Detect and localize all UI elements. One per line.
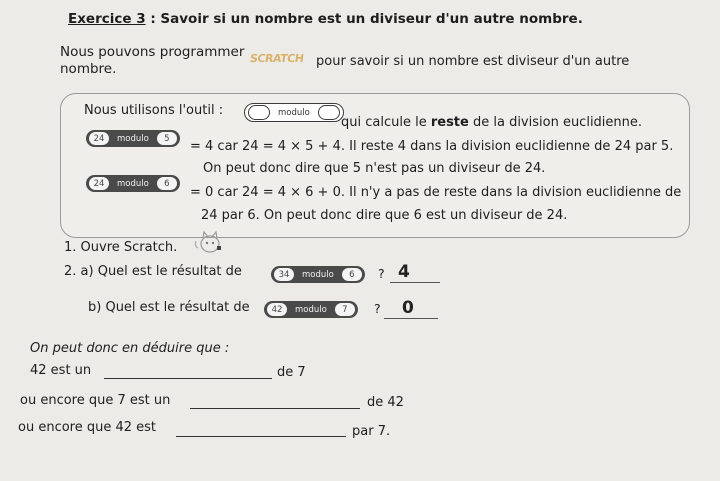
scratch-cat-icon <box>192 228 226 256</box>
block-input-left <box>248 105 270 120</box>
deduction-line-3-blank <box>176 436 346 437</box>
example2-line-1: = 0 car 24 = 4 × 6 + 0. Il n'y a pas de reste dans la division euclidienne de <box>190 185 682 200</box>
block-operator: modulo <box>117 178 149 189</box>
block-operator: modulo <box>302 269 334 280</box>
question-2b-mark: ? <box>374 301 381 316</box>
block-operator: modulo <box>295 304 327 315</box>
example2-line-2: 24 par 6. On peut donc dire que 6 est un diviseur de 24. <box>201 208 568 223</box>
deduction-line-1-end: de 7 <box>277 365 306 380</box>
question-2b-answer: 0 <box>402 298 414 318</box>
intro-line-1 <box>60 44 244 60</box>
deduction-line-2-start: ou encore que 7 est un <box>20 393 171 408</box>
deduction-intro: On peut donc en déduire que : <box>30 341 230 356</box>
example1-block <box>86 130 180 147</box>
intro-part-2: pour savoir si un nombre est diviseur d'un autre <box>316 54 630 69</box>
block-operator: modulo <box>278 107 310 118</box>
tool-desc-bold: reste <box>430 115 469 130</box>
question-1: 1. Ouvre Scratch. <box>64 240 178 255</box>
deduction-line-1-start: 42 est un <box>30 363 92 378</box>
example1-line-2: On peut donc dire que 5 n'est pas un diviseur de 24. <box>203 161 546 176</box>
question-2b-answer-line <box>384 318 438 319</box>
question-2a-answer-line <box>390 282 440 283</box>
block-input-left: 24 <box>89 177 109 190</box>
block-input-left: 42 <box>267 303 287 316</box>
block-input-right: 6 <box>342 268 362 281</box>
intro-part-3: nombre. <box>60 61 117 77</box>
exercise-title-text: : Savoir si un nombre est un diviseur d'un autre nombre. <box>145 11 583 27</box>
tool-description <box>341 115 642 130</box>
tool-desc-part-1: qui calcule le <box>341 115 431 130</box>
example2-block <box>86 175 180 192</box>
intro-part-1: Nous pouvons programmer <box>60 44 245 60</box>
block-input-right: 6 <box>157 177 177 190</box>
deduction-line-3-end: par 7. <box>352 424 391 439</box>
deduction-line-1-blank <box>104 378 272 379</box>
question-2b-block <box>264 301 358 318</box>
question-2a: 2. a) Quel est le résultat de <box>64 264 242 279</box>
tool-intro: Nous utilisons l'outil : <box>84 103 224 118</box>
deduction-line-3-start: ou encore que 42 est <box>18 420 157 435</box>
block-input-right: 7 <box>335 303 355 316</box>
modulo-tool-block <box>244 103 344 122</box>
block-input-left: 34 <box>274 268 294 281</box>
deduction-line-2-end: de 42 <box>367 395 404 410</box>
block-operator: modulo <box>117 133 149 144</box>
example1-line-1: = 4 car 24 = 4 × 5 + 4. Il reste 4 dans la division euclidienne de 24 par 5. <box>190 139 674 154</box>
block-input-right: 5 <box>157 132 177 145</box>
scratch-logo: SCRATCH <box>249 52 305 65</box>
block-input-left: 24 <box>89 132 109 145</box>
tool-desc-part-2: de la division euclidienne. <box>468 115 643 130</box>
question-2a-block <box>271 266 365 283</box>
exercise-title <box>68 11 583 27</box>
block-input-right <box>318 105 340 120</box>
deduction-line-2-blank <box>190 408 360 409</box>
question-2a-mark: ? <box>378 266 385 281</box>
exercise-label: Exercice 3 <box>68 11 146 27</box>
question-2a-answer: 4 <box>398 262 410 282</box>
question-2b: b) Quel est le résultat de <box>88 300 250 315</box>
